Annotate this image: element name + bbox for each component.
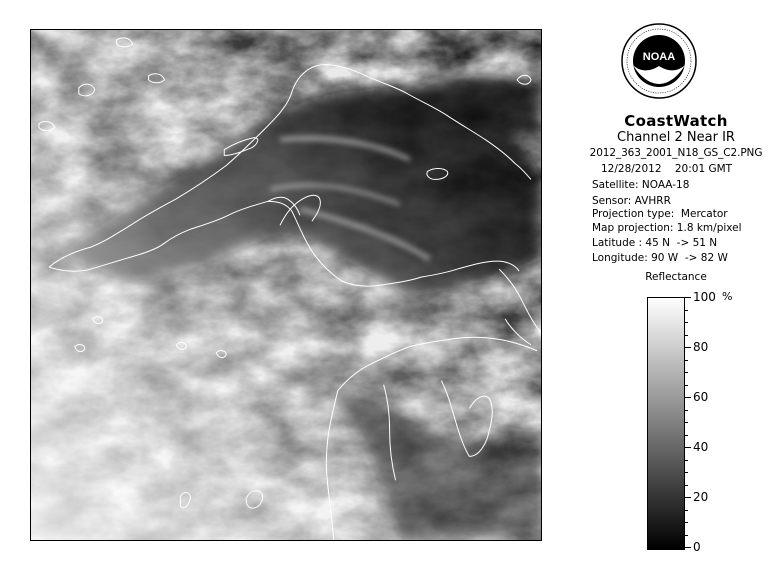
colorbar-tick	[685, 447, 691, 448]
legend-title: Reflectance	[645, 271, 707, 283]
colorbar-tick	[685, 397, 691, 398]
map-projection-text: Map projection: 1.8 km/pixel	[592, 222, 742, 234]
colorbar-minor-tick	[685, 460, 688, 461]
colorbar-minor-tick	[685, 322, 688, 323]
colorbar-tick	[685, 297, 691, 298]
colorbar-tick-label: 0	[693, 540, 701, 554]
datetime-text: 12/28/2012 20:01 GMT	[601, 163, 733, 175]
colorbar-tick-label: 60	[693, 390, 709, 404]
longitude-text: Longitude: 90 W -> 82 W	[592, 252, 728, 264]
colorbar-tick-label: 100	[693, 290, 716, 304]
satellite-map[interactable]	[30, 29, 542, 541]
channel-title: Channel 2 Near IR	[617, 130, 735, 145]
colorbar-minor-tick	[685, 385, 688, 386]
colorbar-tick-label: 40	[693, 440, 709, 454]
app-title: CoastWatch	[624, 112, 728, 130]
colorbar-minor-tick	[685, 310, 688, 311]
reflectance-colorbar	[647, 297, 685, 550]
colorbar-minor-tick	[685, 435, 688, 436]
logo-wordmark: NOAA	[642, 51, 676, 63]
colorbar-tick	[685, 347, 691, 348]
file-name: 2012_363_2001_N18_GS_C2.PNG	[589, 147, 763, 159]
colorbar-minor-tick	[685, 472, 688, 473]
colorbar-minor-tick	[685, 510, 688, 511]
satellite-text: Satellite: NOAA-18	[592, 179, 690, 191]
colorbar-minor-tick	[685, 522, 688, 523]
noaa-logo	[620, 22, 698, 100]
colorbar-minor-tick	[685, 410, 688, 411]
colorbar-tick	[685, 547, 691, 548]
colorbar-tick	[685, 497, 691, 498]
colorbar-minor-tick	[685, 485, 688, 486]
colorbar-minor-tick	[685, 360, 688, 361]
sensor-text: Sensor: AVHRR	[592, 195, 671, 207]
colorbar-minor-tick	[685, 335, 688, 336]
colorbar-minor-tick	[685, 372, 688, 373]
satellite-image	[31, 30, 541, 540]
colorbar-tick-label: 20	[693, 490, 709, 504]
latitude-text: Latitude : 45 N -> 51 N	[592, 237, 718, 249]
legend-unit: %	[722, 290, 733, 303]
projection-type-text: Projection type: Mercator	[592, 208, 728, 220]
colorbar-minor-tick	[685, 422, 688, 423]
colorbar-minor-tick	[685, 535, 688, 536]
colorbar-tick-label: 80	[693, 340, 709, 354]
